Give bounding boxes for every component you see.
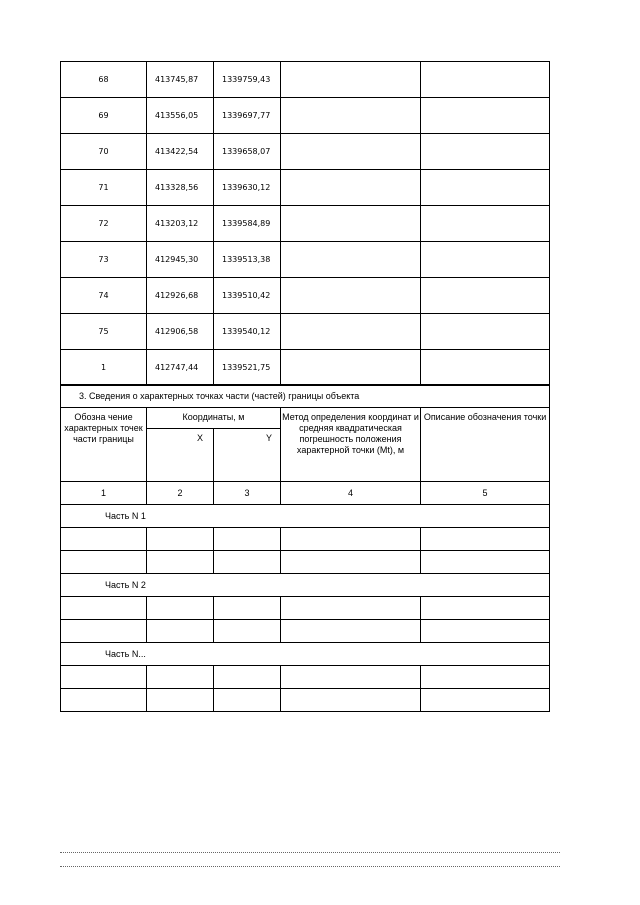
x-coordinate: 413745,87 (147, 62, 214, 98)
empty-cell (214, 689, 281, 712)
empty-cell (147, 689, 214, 712)
empty-cell (421, 620, 550, 643)
description-cell (421, 170, 550, 206)
x-coordinate: 412926,68 (147, 278, 214, 314)
y-coordinate: 1339630,12 (214, 170, 281, 206)
y-coordinate: 1339521,75 (214, 350, 281, 386)
empty-cell (214, 528, 281, 551)
method-cell (281, 134, 421, 170)
x-coordinate: 412906,58 (147, 314, 214, 350)
table-row (61, 206, 550, 242)
method-cell (281, 206, 421, 242)
part-label: Часть N 2 (61, 574, 550, 597)
table-row (61, 98, 550, 134)
empty-cell (61, 689, 147, 712)
table-row (61, 134, 550, 170)
point-number: 75 (61, 314, 147, 350)
y-coordinate: 1339584,89 (214, 206, 281, 242)
empty-cell (281, 689, 421, 712)
table-row (61, 170, 550, 206)
y-coordinate: 1339540,12 (214, 314, 281, 350)
section-title-row (61, 385, 550, 408)
part-label: Часть N 1 (61, 505, 550, 528)
description-cell (421, 278, 550, 314)
y-coordinate: 1339759,43 (214, 62, 281, 98)
point-number: 74 (61, 278, 147, 314)
description-cell (421, 350, 550, 386)
empty-cell (147, 666, 214, 689)
empty-cell (421, 551, 550, 574)
column-number: 1 (61, 482, 147, 505)
empty-cell (61, 666, 147, 689)
table-row (61, 528, 550, 551)
y-coordinate: 1339658,07 (214, 134, 281, 170)
description-cell (421, 314, 550, 350)
table-row (61, 689, 550, 712)
empty-cell (61, 551, 147, 574)
empty-cell (61, 620, 147, 643)
x-header: X (147, 429, 214, 482)
table-row (61, 666, 550, 689)
empty-cell (421, 528, 550, 551)
empty-cell (281, 597, 421, 620)
x-coordinate: 413203,12 (147, 206, 214, 242)
part-label-row (61, 574, 550, 597)
point-number: 72 (61, 206, 147, 242)
header-row (61, 408, 550, 429)
part-label: Часть N... (61, 643, 550, 666)
x-coordinate: 413328,56 (147, 170, 214, 206)
y-header: Y (214, 429, 281, 482)
description-cell (421, 206, 550, 242)
empty-cell (214, 551, 281, 574)
table-row (61, 242, 550, 278)
empty-cell (61, 528, 147, 551)
method-cell (281, 98, 421, 134)
empty-cell (214, 597, 281, 620)
y-coordinate: 1339513,38 (214, 242, 281, 278)
point-number: 73 (61, 242, 147, 278)
column-number: 5 (421, 482, 550, 505)
column-numbers-row (61, 482, 550, 505)
empty-cell (421, 666, 550, 689)
point-number: 71 (61, 170, 147, 206)
method-cell (281, 314, 421, 350)
method-cell (281, 242, 421, 278)
empty-cell (281, 551, 421, 574)
x-coordinate: 412747,44 (147, 350, 214, 386)
point-number: 68 (61, 62, 147, 98)
method-cell (281, 278, 421, 314)
point-number: 69 (61, 98, 147, 134)
y-coordinate: 1339697,77 (214, 98, 281, 134)
column-number: 4 (281, 482, 421, 505)
boundary-parts-table (60, 384, 550, 712)
y-coordinate: 1339510,42 (214, 278, 281, 314)
designation-header: Обозна чение характерных точек части границы (61, 408, 147, 482)
dotted-divider (60, 866, 560, 867)
method-cell (281, 170, 421, 206)
table-row (61, 551, 550, 574)
table-row (61, 350, 550, 386)
empty-cell (281, 528, 421, 551)
table-row (61, 278, 550, 314)
description-header: Описание обозначения точки (421, 408, 550, 482)
description-cell (421, 98, 550, 134)
empty-cell (421, 597, 550, 620)
description-cell (421, 62, 550, 98)
empty-cell (281, 620, 421, 643)
table-row (61, 314, 550, 350)
table-row (61, 62, 550, 98)
empty-cell (421, 689, 550, 712)
empty-cell (214, 666, 281, 689)
dotted-divider (60, 852, 560, 853)
point-number: 70 (61, 134, 147, 170)
x-coordinate: 412945,30 (147, 242, 214, 278)
part-label-row (61, 643, 550, 666)
coordinates-header: Координаты, м (147, 408, 281, 429)
part-label-row (61, 505, 550, 528)
empty-cell (147, 597, 214, 620)
column-number: 3 (214, 482, 281, 505)
description-cell (421, 242, 550, 278)
empty-cell (281, 666, 421, 689)
method-header: Метод определения координат и средняя квадратическая погрешность положения характерной точки (Mt), м (281, 408, 421, 482)
table-row (61, 620, 550, 643)
empty-cell (214, 620, 281, 643)
x-coordinate: 413422,54 (147, 134, 214, 170)
point-number: 1 (61, 350, 147, 386)
method-cell (281, 350, 421, 386)
empty-cell (147, 528, 214, 551)
column-number: 2 (147, 482, 214, 505)
empty-cell (147, 620, 214, 643)
method-cell (281, 62, 421, 98)
coordinates-table (60, 61, 550, 386)
x-coordinate: 413556,05 (147, 98, 214, 134)
empty-cell (61, 597, 147, 620)
empty-cell (147, 551, 214, 574)
description-cell (421, 134, 550, 170)
table-row (61, 597, 550, 620)
section-title: 3. Сведения о характерных точках части (частей) границы объекта (61, 385, 550, 408)
